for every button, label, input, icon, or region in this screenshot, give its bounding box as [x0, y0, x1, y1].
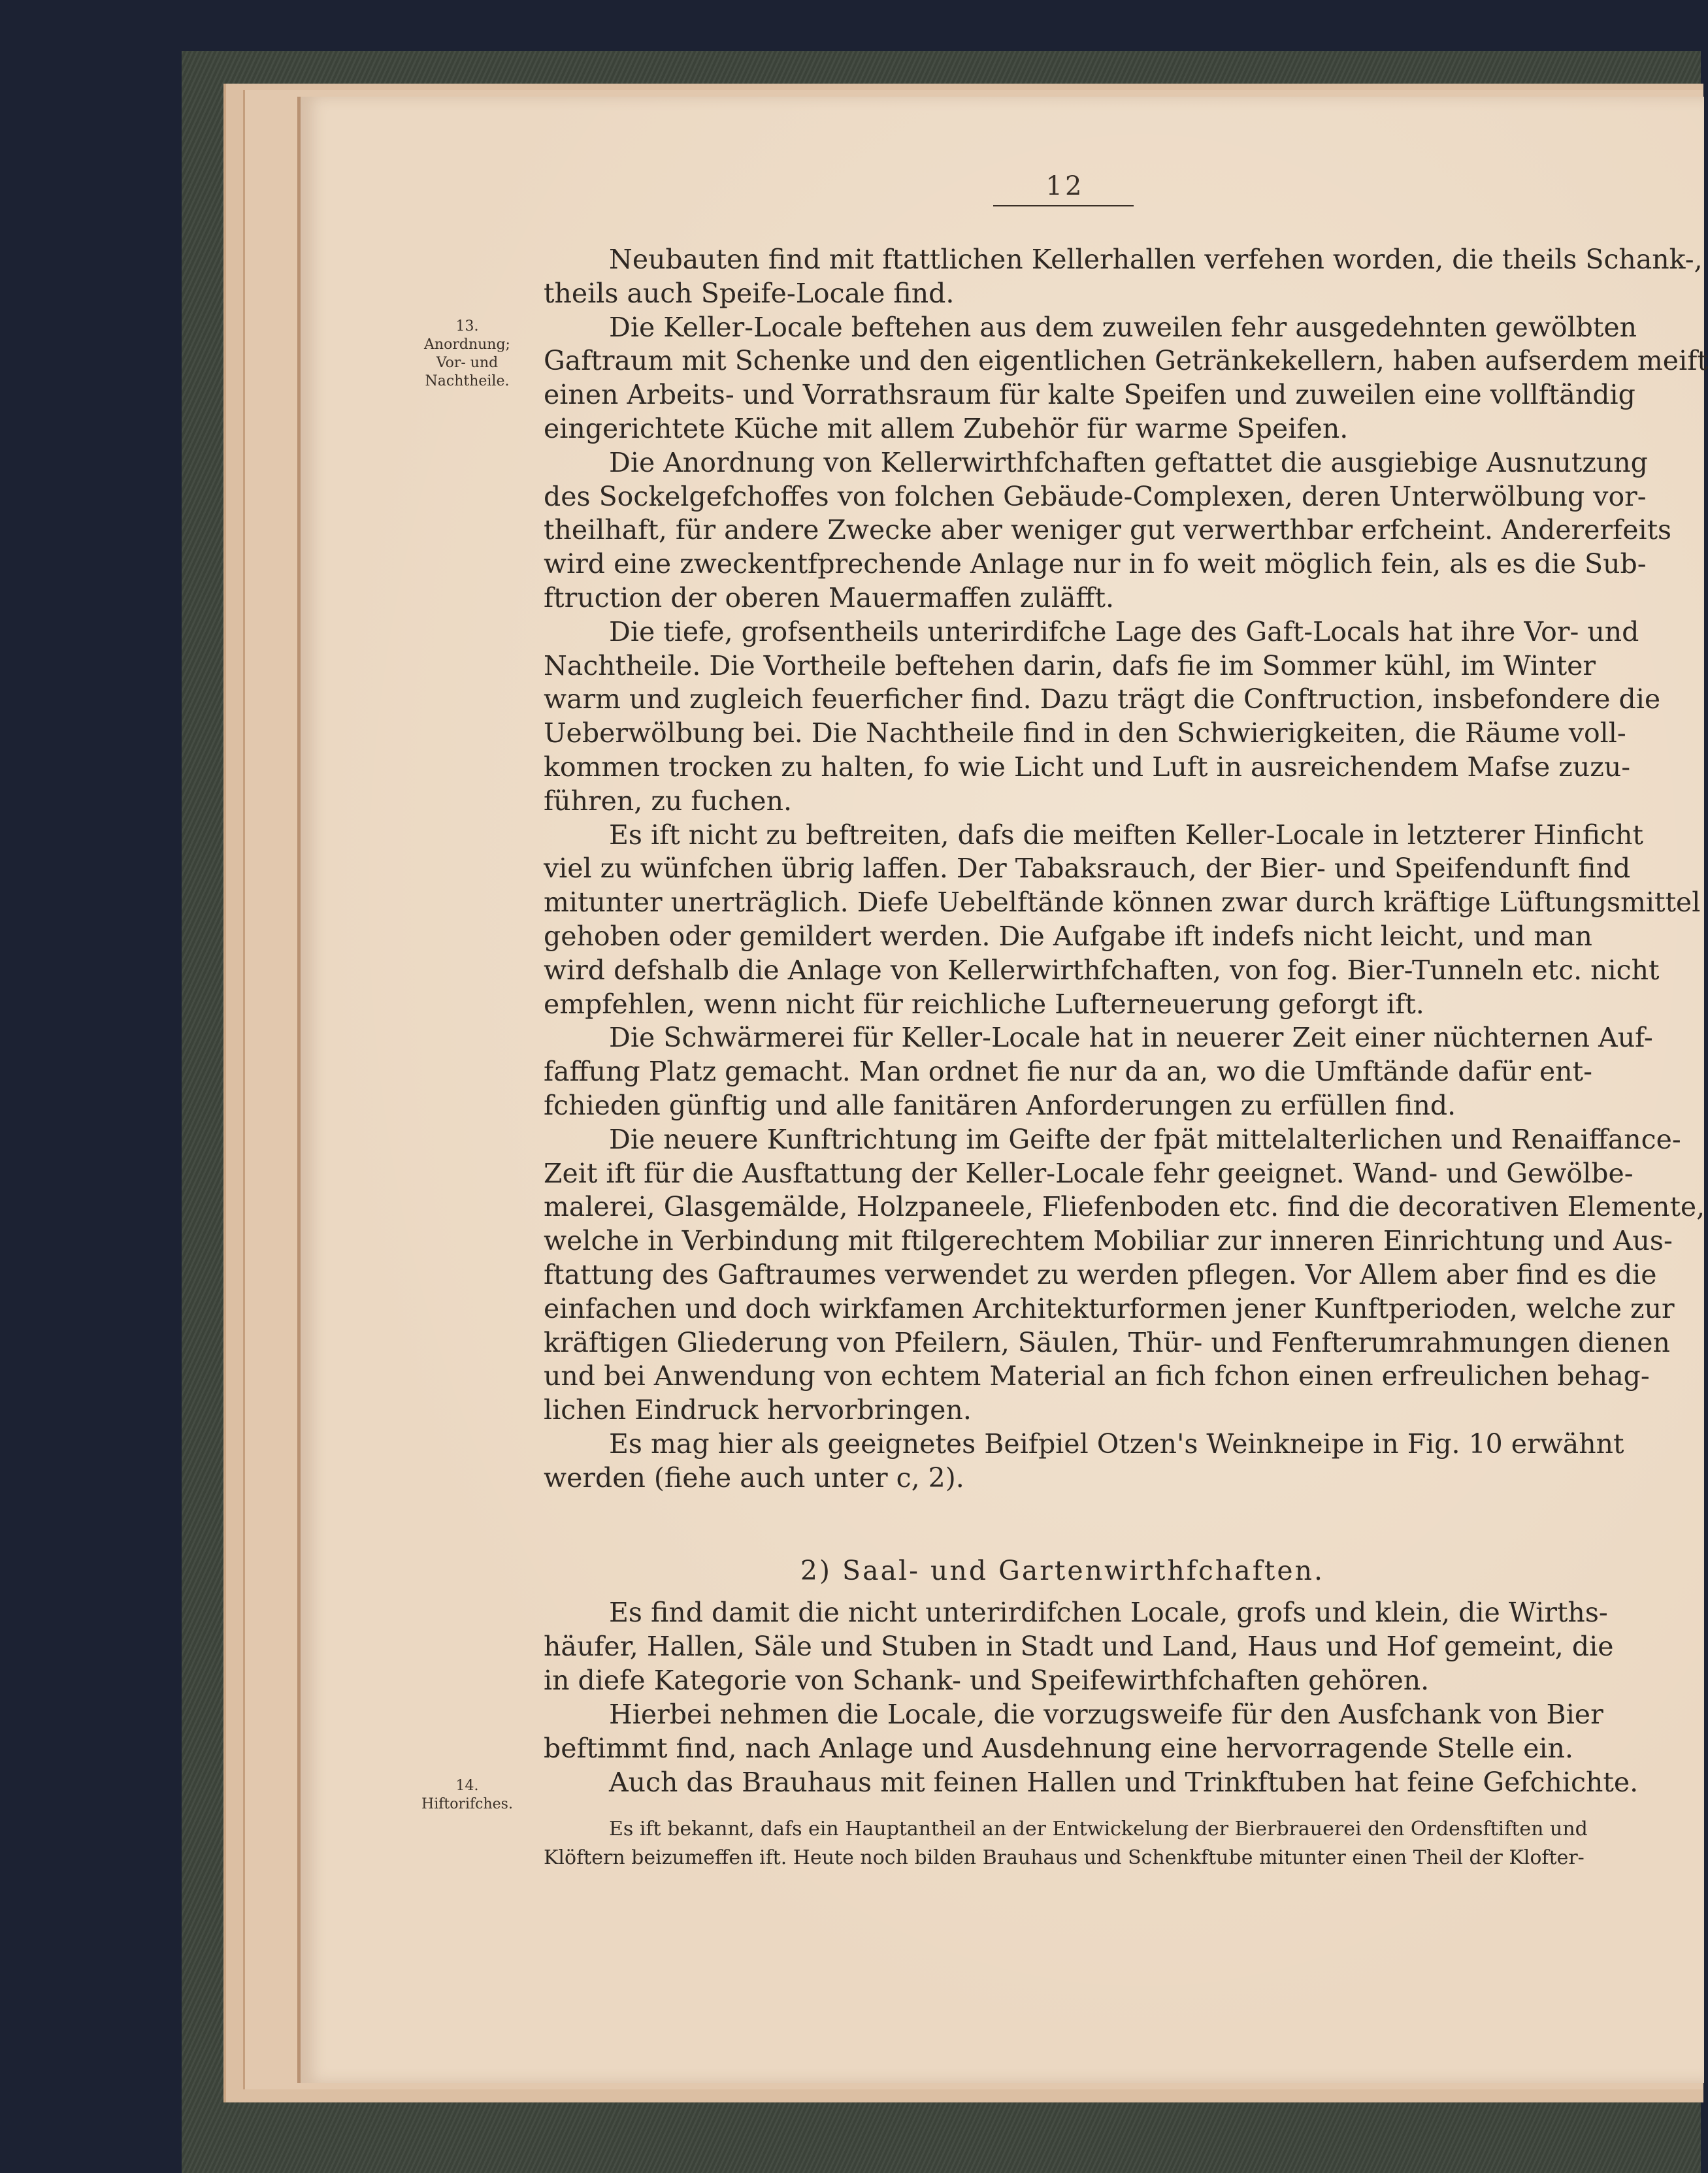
text-line: kräftigen Gliederung von Pfeilern, Säulen, Thür- und Fenfterumrahmungen dienen: [544, 1326, 1670, 1358]
text-line: Die neuere Kunftrichtung im Geifte der fpät mittelalterlichen und Renaiffance-: [609, 1123, 1681, 1155]
text-line: Gaftraum mit Schenke und den eigentlichen Getränkekellern, haben aufserdem meift: [544, 345, 1708, 377]
text-line: und bei Anwendung von echtem Material an fich fchon einen erfreulichen behag-: [544, 1360, 1650, 1392]
text-line: eingerichtete Küche mit allem Zubehör für warme Speifen.: [544, 412, 1349, 444]
page-number-rule: [993, 205, 1134, 206]
text-line: gehoben oder gemildert werden. Die Aufgabe ift indefs nicht leicht, und man: [544, 920, 1592, 952]
text-line: theils auch Speife-Locale find.: [544, 277, 955, 309]
text-line: mitunter unerträglich. Diefe Uebelftände können zwar durch kräftige Lüftungsmittel: [544, 887, 1701, 919]
text-line: Zeit ift für die Ausftattung der Keller-Locale fehr geeignet. Wand- und Gewölbe-: [544, 1157, 1634, 1189]
text-line: empfehlen, wenn nicht für reichliche Lufterneuerung geforgt ift.: [544, 988, 1424, 1020]
text-line: faffung Platz gemacht. Man ordnet fie nur da an, wo die Umftände dafür ent-: [544, 1056, 1592, 1088]
section-2-text: [544, 1595, 1639, 1799]
text-line: Neubauten find mit ftattlichen Kellerhallen verfehen worden, die theils Schank-,: [609, 244, 1703, 275]
body-text: [544, 243, 1708, 1495]
text-line: einfachen und doch wirkfamen Architekturformen jener Kunftperioden, welche zur: [544, 1292, 1675, 1324]
text-line: einen Arbeits- und Vorrathsraum für kalte Speifen und zuweilen eine vollftändig: [544, 379, 1635, 411]
text-line: Ueberwölbung bei. Die Nachtheile find in den Schwierigkeiten, die Räume voll-: [544, 717, 1626, 749]
margin-note-line: 14.: [455, 1778, 479, 1794]
footnote-line: Klöftern beizumeffen ift. Heute noch bilden Brauhaus und Schenkftube mitunter einen Theil der Klofter-: [544, 1846, 1585, 1869]
text-line: viel zu wünfchen übrig laffen. Der Tabaksrauch, der Bier- und Speifendunft find: [544, 853, 1631, 885]
text-line: Es mag hier als geeignetes Beifpiel Otzen's Weinkneipe in Fig. 10 erwähnt: [609, 1428, 1624, 1460]
text-line: beftimmt find, nach Anlage und Ausdehnung eine hervorragende Stelle ein.: [544, 1733, 1573, 1764]
text-line: Hierbei nehmen die Locale, die vorzugsweife für den Ausfchank von Bier: [609, 1699, 1603, 1730]
text-line: Es ift nicht zu beftreiten, dafs die meiften Keller-Locale in letzterer Hinficht: [609, 819, 1643, 851]
text-line: häufer, Hallen, Säle und Stuben in Stadt und Land, Haus und Hof gemeint, die: [544, 1631, 1614, 1662]
text-line: lichen Eindruck hervorbringen.: [544, 1394, 972, 1426]
margin-note-line: Nachtheile.: [425, 373, 510, 389]
margin-note-line: Vor- und: [436, 355, 499, 371]
text-line: Die Schwärmerei für Keller-Locale hat in neuerer Zeit einer nüchternen Auf-: [609, 1022, 1653, 1054]
footnote-line: Es ift bekannt, dafs ein Hauptantheil an der Entwickelung der Bierbrauerei den Ordensftiften und: [609, 1818, 1588, 1840]
text-line: Die Keller-Locale beftehen aus dem zuweilen fehr ausgedehnten gewölbten: [609, 311, 1637, 343]
text-line: des Sockelgefchoffes von folchen Gebäude-Complexen, deren Unterwölbung vor-: [544, 480, 1647, 512]
page-number: 12: [1045, 171, 1085, 201]
text-line: kommen trocken zu halten, fo wie Licht und Luft in ausreichendem Mafse zuzu-: [544, 751, 1631, 783]
text-line: Es find damit die nicht unterirdifchen Locale, grofs und klein, die Wirths-: [609, 1597, 1608, 1628]
text-line: Nachtheile. Die Vortheile beftehen darin, dafs fie im Sommer kühl, im Winter: [544, 649, 1596, 681]
text-line: theilhaft, für andere Zwecke aber weniger gut verwerthbar erfcheint. Andererfeits: [544, 514, 1672, 546]
margin-note-line: Anordnung;: [424, 336, 510, 353]
margin-note-13: [418, 318, 516, 391]
text-line: werden (fiehe auch unter c, 2).: [544, 1462, 964, 1494]
text-line: ftruction der oberen Mauermaffen zuläfft.: [544, 581, 1115, 613]
text-line: ftattung des Gaftraumes verwendet zu werden pflegen. Vor Allem aber find es die: [544, 1258, 1657, 1290]
margin-note-line: Hiftorifches.: [421, 1796, 513, 1812]
text-line: Auch das Brauhaus mit feinen Hallen und Trinkftuben hat feine Gefchichte.: [609, 1767, 1639, 1798]
text-line: fchieden günftig und alle fanitären Anforderungen zu erfüllen find.: [544, 1089, 1456, 1121]
section-heading: 2) Saal- und Gartenwirthfchaften.: [800, 1555, 1325, 1586]
text-line: welche in Verbindung mit ftilgerechtem Mobiliar zur inneren Einrichtung und Aus-: [544, 1225, 1673, 1257]
text-line: in diefe Kategorie von Schank- und Speifewirthfchaften gehören.: [544, 1665, 1430, 1696]
text-line: Die Anordnung von Kellerwirthfchaften geftattet die ausgiebige Ausnutzung: [609, 446, 1648, 478]
text-line: führen, zu fuchen.: [544, 785, 793, 817]
text-line: malerei, Glasgemälde, Holzpaneele, Fliefenboden etc. find die decorativen Elemente,: [544, 1191, 1705, 1223]
text-line: warm und zugleich feuerficher find. Dazu trägt die Conftruction, insbefondere die: [544, 683, 1661, 715]
footnote: [544, 1815, 1588, 1872]
text-line: Die tiefe, grofsentheils unterirdifche Lage des Gaft-Locals hat ihre Vor- und: [609, 615, 1639, 647]
text-line: wird eine zweckentfprechende Anlage nur in fo weit möglich fein, als es die Sub-: [544, 548, 1647, 580]
text-line: wird defshalb die Anlage von Kellerwirthfchaften, von fog. Bier-Tunneln etc. nicht: [544, 954, 1660, 986]
margin-note-14: [418, 1777, 516, 1814]
margin-note-line: 13.: [455, 318, 479, 335]
